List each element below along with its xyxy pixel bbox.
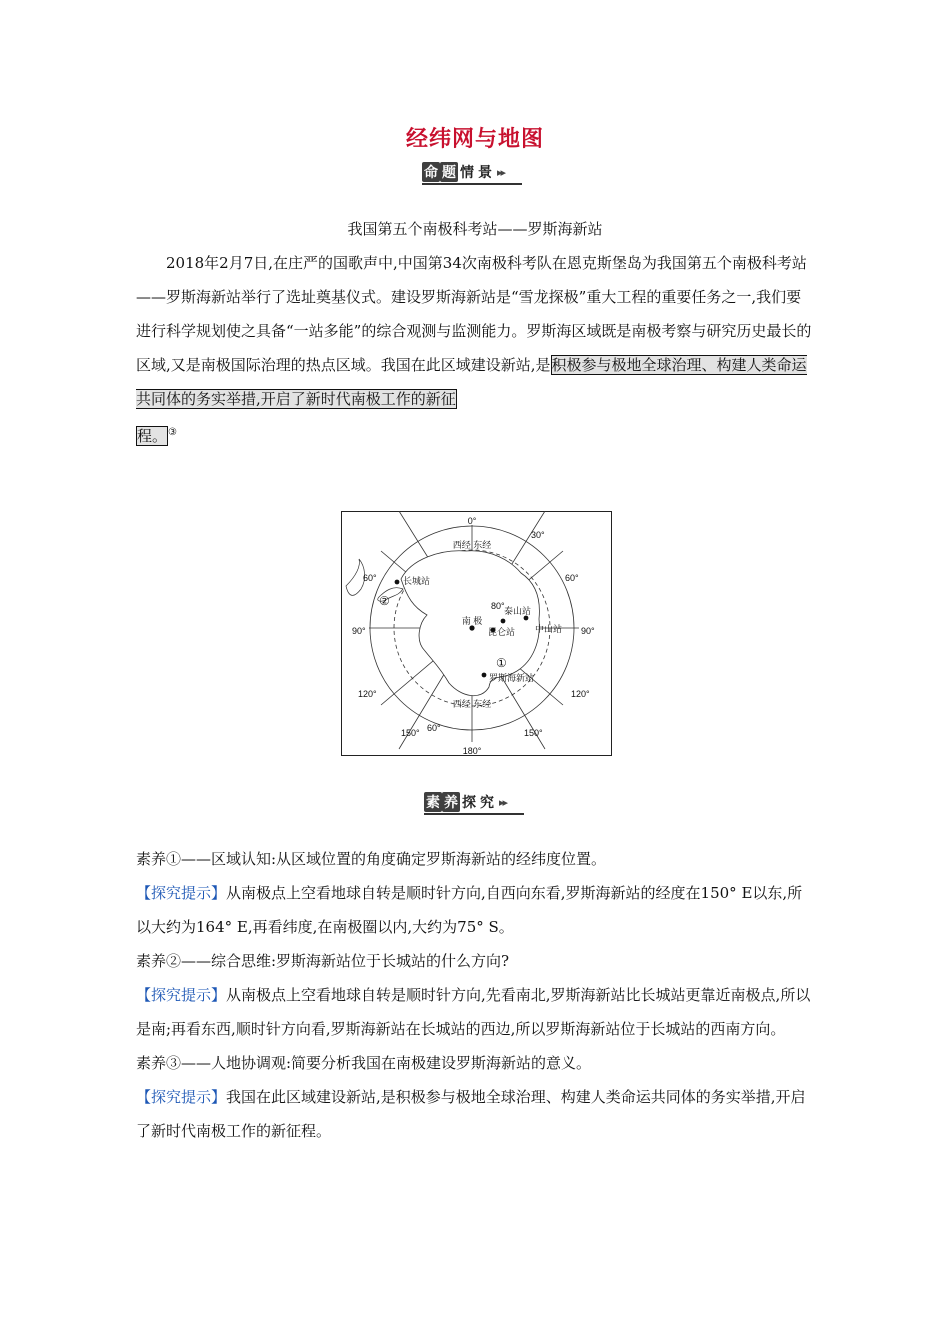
longitude-label: 30° <box>531 530 545 540</box>
longitude-label: 90° <box>352 626 366 636</box>
hint-text: 从南极点上空看地球自转是顺时针方向,自西向东看,罗斯海新站的经度在150° E以东,所以大约为164° E,再看纬度,在南极圈以内,大约为75° S。 <box>136 884 803 936</box>
paragraph-text: 2018年2月7日,在庄严的国歌声中,中国第34次南极科考队在恩克斯堡岛为我国第五个南极科考站——罗斯海新站举行了选址奠基仪式。建设罗斯海新站是“雪龙探极”重大工程的重要任务之一,我们要进行科学规划使之具备“一站多能”的综合观测与监测能力。罗斯海区域既是南极考察与研究历史最长的区域,又是南极国际治理的热点区域。我国在此区域建设新站,是 <box>136 254 812 374</box>
page-title: 经纬网与地图 <box>405 127 544 152</box>
west-east-label: 西经 东经 <box>452 699 492 709</box>
double-arrow-icon: ▸▸ <box>497 165 505 179</box>
double-arrow-icon: ▸▸ <box>499 795 507 809</box>
article-paragraph <box>136 246 816 453</box>
inquiry-question: 素养③——人地协调观:简要分析我国在南极建设罗斯海新站的意义。 <box>136 1054 592 1072</box>
hint-text: 从南极点上空看地球自转是顺时针方向,先看南北,罗斯海新站比长城站更靠近南极点,所以是南;再看东西,顺时针方向看,罗斯海新站在长城站的西边,所以罗斯海新站位于长城站的西南方向。 <box>136 986 811 1038</box>
banner-char: 题 <box>440 162 458 182</box>
marker-one: ① <box>496 656 507 670</box>
banner-char: 命 <box>422 162 440 182</box>
longitude-label: 150° <box>524 728 543 738</box>
inquiry-question: 素养②——综合思维:罗斯海新站位于长城站的什么方向? <box>136 952 510 970</box>
south-pole-label: 南 极 <box>461 616 483 626</box>
inquiry-answer <box>136 876 816 944</box>
station-label: 罗斯海新站 <box>489 673 535 683</box>
latitude-label: 60° <box>427 723 441 733</box>
banner-underline <box>424 813 524 815</box>
latitude-label: 80° <box>491 601 505 611</box>
footnote-marker: ③ <box>168 427 177 438</box>
banner-char: 素 <box>424 792 442 812</box>
station-label: 泰山站 <box>504 606 532 616</box>
station-label: 长城站 <box>403 576 431 586</box>
longitude-label: 120° <box>358 689 377 699</box>
banner-char: 探 <box>462 795 476 811</box>
highlighted-text: 程。 <box>137 427 168 445</box>
inquiry-answer <box>136 978 816 1046</box>
highlighted-text: 积极参与极地全球治理、构建人类命运共同体的务实举措,开启了新时代南极工作的新征 <box>136 356 807 408</box>
longitude-label: 60° <box>363 573 377 583</box>
article-subtitle: 我国第五个南极科考站——罗斯海新站 <box>347 220 603 238</box>
station-label: 中山站 <box>535 624 563 634</box>
longitude-label: 0° <box>467 516 477 526</box>
longitude-label: 120° <box>571 689 590 699</box>
antarctica-map <box>341 511 612 756</box>
inquiry-list <box>136 842 816 1148</box>
hint-label: 【探究提示】 <box>136 1088 227 1106</box>
banner-char: 究 <box>480 795 494 811</box>
banner-underline <box>422 183 522 185</box>
section-banner-inquiry <box>424 790 506 814</box>
longitude-label: 60° <box>565 573 579 583</box>
marker-two: ② <box>379 594 390 608</box>
station-label: 昆仑站 <box>488 627 516 637</box>
longitude-label: 180° <box>462 746 482 756</box>
banner-char: 情 <box>460 165 474 181</box>
banner-char: 景 <box>478 165 492 181</box>
west-east-label: 西经 东经 <box>452 540 492 550</box>
hint-text: 我国在此区域建设新站,是积极参与极地全球治理、构建人类命运共同体的务实举措,开启了新时代南极工作的新征程。 <box>136 1088 806 1140</box>
banner-char: 养 <box>442 792 460 812</box>
longitude-label: 90° <box>581 626 595 636</box>
hint-label: 【探究提示】 <box>136 986 227 1004</box>
inquiry-question: 素养①——区域认知:从区域位置的角度确定罗斯海新站的经纬度位置。 <box>136 850 607 868</box>
inquiry-answer <box>136 1080 816 1148</box>
section-banner-scenario <box>422 160 504 184</box>
longitude-label: 150° <box>401 728 420 738</box>
hint-label: 【探究提示】 <box>136 884 227 902</box>
